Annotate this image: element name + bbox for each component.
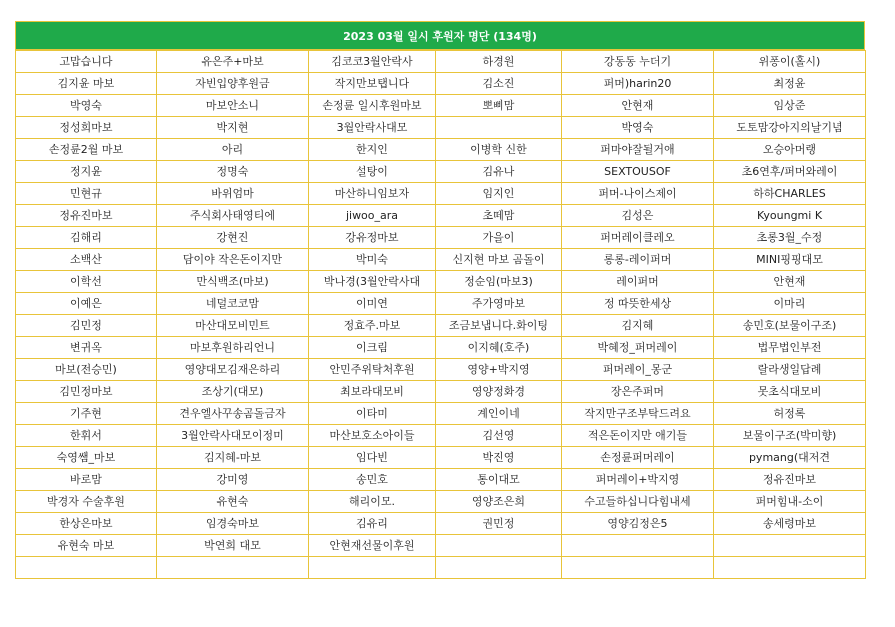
donor-cell (714, 535, 866, 557)
donor-cell: 기주현 (16, 403, 157, 425)
donor-cell: 숙영쌤_마보 (16, 447, 157, 469)
donor-cell: 박지현 (157, 117, 309, 139)
donor-cell: 통이대모 (436, 469, 562, 491)
table-row (16, 227, 866, 249)
donor-cell: 퍼머-나이스제이 (562, 183, 714, 205)
table-row (16, 51, 866, 73)
donor-cell: 이병학 신한 (436, 139, 562, 161)
table-row (16, 315, 866, 337)
donor-cell: 마보안소니 (157, 95, 309, 117)
donor-cell: 김소진 (436, 73, 562, 95)
donor-cell: 하하CHARLES (714, 183, 866, 205)
donor-cell: 적은돈이지만 애기들 (562, 425, 714, 447)
donor-cell: 김선영 (436, 425, 562, 447)
donor-cell: 하경원 (436, 51, 562, 73)
table-row (16, 381, 866, 403)
donor-cell: 소백산 (16, 249, 157, 271)
donor-cell: 박혜정_퍼머레이 (562, 337, 714, 359)
donor-cell: 자빈입양후원금 (157, 73, 309, 95)
donor-cell: 퍼마야잘될거애 (562, 139, 714, 161)
donor-cell: 이크림 (309, 337, 436, 359)
donor-cell (157, 557, 309, 579)
table-row (16, 271, 866, 293)
donor-cell: 법무법인부전 (714, 337, 866, 359)
table-row (16, 183, 866, 205)
donor-cell: 정지윤 (16, 161, 157, 183)
donor-cell: 초6연후/퍼머와레이 (714, 161, 866, 183)
donor-cell: 영양김정은5 (562, 513, 714, 535)
donor-cell: 강동동 누더기 (562, 51, 714, 73)
donor-cell: 임경숙마보 (157, 513, 309, 535)
table-row (16, 359, 866, 381)
donor-cell: 손정륜2월 마보 (16, 139, 157, 161)
donor-cell: 만식백조(마보) (157, 271, 309, 293)
donor-cell: 한상은마보 (16, 513, 157, 535)
donor-cell (436, 117, 562, 139)
donor-cell: 정 따뜻한세상 (562, 293, 714, 315)
donor-cell: 뽀삐맘 (436, 95, 562, 117)
donor-cell: 장은주퍼머 (562, 381, 714, 403)
donor-cell: 정효주.마보 (309, 315, 436, 337)
donor-cell: 안현재선물이후원 (309, 535, 436, 557)
donor-cell: 김민정 (16, 315, 157, 337)
donor-cell: 김민정마보 (16, 381, 157, 403)
donor-cell: 임상준 (714, 95, 866, 117)
donor-cell: 이마리 (714, 293, 866, 315)
donor-cell: 변귀옥 (16, 337, 157, 359)
donor-cell: 영양조은희 (436, 491, 562, 513)
donor-cell: 아리 (157, 139, 309, 161)
donor-cell: 유은주+마보 (157, 51, 309, 73)
donor-cell: 임지인 (436, 183, 562, 205)
donor-cell: 권민정 (436, 513, 562, 535)
donor-cell: 레이퍼머 (562, 271, 714, 293)
donor-cell: 이타미 (309, 403, 436, 425)
table-row (16, 117, 866, 139)
donor-cell: pymang(대저견 (714, 447, 866, 469)
donor-cell (309, 557, 436, 579)
donor-cell: 박영숙 (16, 95, 157, 117)
donor-cell: 박연희 대모 (157, 535, 309, 557)
donor-cell: 허정록 (714, 403, 866, 425)
donor-cell: 네덜코코맘 (157, 293, 309, 315)
donor-cell: 이미연 (309, 293, 436, 315)
donor-cell: 안현재 (562, 95, 714, 117)
donor-cell: 작지만구조부탁드려요 (562, 403, 714, 425)
donor-cell (562, 557, 714, 579)
donor-cell: 임다빈 (309, 447, 436, 469)
table-row (16, 425, 866, 447)
donor-cell: 수고들하십니다힘내세 (562, 491, 714, 513)
donor-cell: 마산하니임보자 (309, 183, 436, 205)
donor-table-body (16, 51, 866, 579)
donor-cell: 초롱3월_수정 (714, 227, 866, 249)
donor-cell: 김지윤 마보 (16, 73, 157, 95)
table-row (16, 95, 866, 117)
donor-cell: 3월안락사대모 (309, 117, 436, 139)
donor-cell: 송세령마보 (714, 513, 866, 535)
donor-cell: 강미영 (157, 469, 309, 491)
table-row (16, 513, 866, 535)
donor-cell: 설탕이 (309, 161, 436, 183)
donor-cell: 마산보호소아이들 (309, 425, 436, 447)
donor-cell: 정유진마보 (714, 469, 866, 491)
donor-cell: 송민호 (309, 469, 436, 491)
donor-cell: 정성희마보 (16, 117, 157, 139)
table-row (16, 205, 866, 227)
donor-cell: 퍼머레이_몽군 (562, 359, 714, 381)
donor-cell: 퍼머힘내-소이 (714, 491, 866, 513)
donor-cell: 박진영 (436, 447, 562, 469)
donor-cell: 김지혜-마보 (157, 447, 309, 469)
donor-cell: 주식회사태영티에 (157, 205, 309, 227)
donor-cell: 손정륜 일시후원마보 (309, 95, 436, 117)
donor-cell: 조금보냅니다.화이팅 (436, 315, 562, 337)
donor-cell: SEXTOUSOF (562, 161, 714, 183)
donor-cell: 영양정화경 (436, 381, 562, 403)
donor-cell: 퍼머)harin20 (562, 73, 714, 95)
donor-cell: 바위엄마 (157, 183, 309, 205)
donor-cell: 안민주위탁처후원 (309, 359, 436, 381)
donor-cell (436, 535, 562, 557)
donor-cell: 송민호(보물이구조) (714, 315, 866, 337)
donor-cell: 이학선 (16, 271, 157, 293)
donor-cell: 한휘서 (16, 425, 157, 447)
donor-cell (714, 557, 866, 579)
table-row (16, 469, 866, 491)
donor-cell: 영양대모김재은하리 (157, 359, 309, 381)
donor-cell: Kyoungmi K (714, 205, 866, 227)
table-row (16, 139, 866, 161)
donor-cell: 최보라대모비 (309, 381, 436, 403)
donor-cell: 마보(전승민) (16, 359, 157, 381)
donor-table (15, 50, 866, 579)
donor-cell: MINI핑핑대모 (714, 249, 866, 271)
donor-cell: 김코코3월안락사 (309, 51, 436, 73)
donor-cell: 박경자 수술후원 (16, 491, 157, 513)
donor-cell: 유현숙 마보 (16, 535, 157, 557)
donor-cell: 강현진 (157, 227, 309, 249)
donor-cell: 신지현 마보 곰돌이 (436, 249, 562, 271)
donor-cell: 정명숙 (157, 161, 309, 183)
donor-cell (562, 535, 714, 557)
sheet-title: 2023 03월 일시 후원자 명단 (134명) (15, 21, 865, 50)
donor-cell: 못초식대모비 (714, 381, 866, 403)
donor-cell: 오승아머랭 (714, 139, 866, 161)
donor-cell: 민현규 (16, 183, 157, 205)
donor-cell: 견우엘사꾸송곰돌금자 (157, 403, 309, 425)
donor-cell: 김지혜 (562, 315, 714, 337)
donor-cell: 마산대모비민트 (157, 315, 309, 337)
donor-cell: 영양+박지영 (436, 359, 562, 381)
donor-cell: 김유리 (309, 513, 436, 535)
donor-cell: 유현숙 (157, 491, 309, 513)
table-row (16, 293, 866, 315)
donor-cell: 한지인 (309, 139, 436, 161)
donor-cell: 바로맘 (16, 469, 157, 491)
donor-cell: 정순임(마보3) (436, 271, 562, 293)
donor-cell: 가을이 (436, 227, 562, 249)
donor-cell: 해리이모. (309, 491, 436, 513)
donor-cell: 작지만보탭니다 (309, 73, 436, 95)
donor-cell: 3월안락사대모이정미 (157, 425, 309, 447)
donor-cell: 조상기(대모) (157, 381, 309, 403)
donor-cell: 위퐁이(홀시) (714, 51, 866, 73)
table-row (16, 447, 866, 469)
donor-cell: 박미숙 (309, 249, 436, 271)
donor-cell: 김성은 (562, 205, 714, 227)
donor-cell: 손정륜퍼머레이 (562, 447, 714, 469)
donor-cell: 퍼머레이+박지영 (562, 469, 714, 491)
donor-cell: 이예은 (16, 293, 157, 315)
donor-cell: 강유정마보 (309, 227, 436, 249)
donor-cell: 마보후원하리언니 (157, 337, 309, 359)
donor-cell: 롱롱-레이퍼머 (562, 249, 714, 271)
table-row (16, 73, 866, 95)
table-row (16, 161, 866, 183)
donor-cell: 김유나 (436, 161, 562, 183)
donor-cell: 도토맘강아지의날기념 (714, 117, 866, 139)
donor-cell (436, 557, 562, 579)
donor-cell: 고맙습니다 (16, 51, 157, 73)
table-row (16, 337, 866, 359)
donor-cell: 박나경(3월안락사대 (309, 271, 436, 293)
table-row (16, 403, 866, 425)
donor-cell: 계인이네 (436, 403, 562, 425)
table-row (16, 535, 866, 557)
donor-cell: 주가영마보 (436, 293, 562, 315)
donor-cell: 박영숙 (562, 117, 714, 139)
donor-cell: 이지혜(호주) (436, 337, 562, 359)
donor-cell (16, 557, 157, 579)
table-row (16, 249, 866, 271)
donor-sheet (15, 21, 865, 579)
donor-cell: 최정윤 (714, 73, 866, 95)
table-row (16, 491, 866, 513)
donor-cell: 보물이구조(박미향) (714, 425, 866, 447)
table-row (16, 557, 866, 579)
donor-cell: 퍼머레이클레오 (562, 227, 714, 249)
donor-cell: jiwoo_ara (309, 205, 436, 227)
donor-cell: 담이야 작은돈이지만 (157, 249, 309, 271)
donor-cell: 김해리 (16, 227, 157, 249)
donor-cell: 랄라생일답례 (714, 359, 866, 381)
donor-cell: 안현재 (714, 271, 866, 293)
donor-cell: 정유진마보 (16, 205, 157, 227)
donor-cell: 초떼맘 (436, 205, 562, 227)
